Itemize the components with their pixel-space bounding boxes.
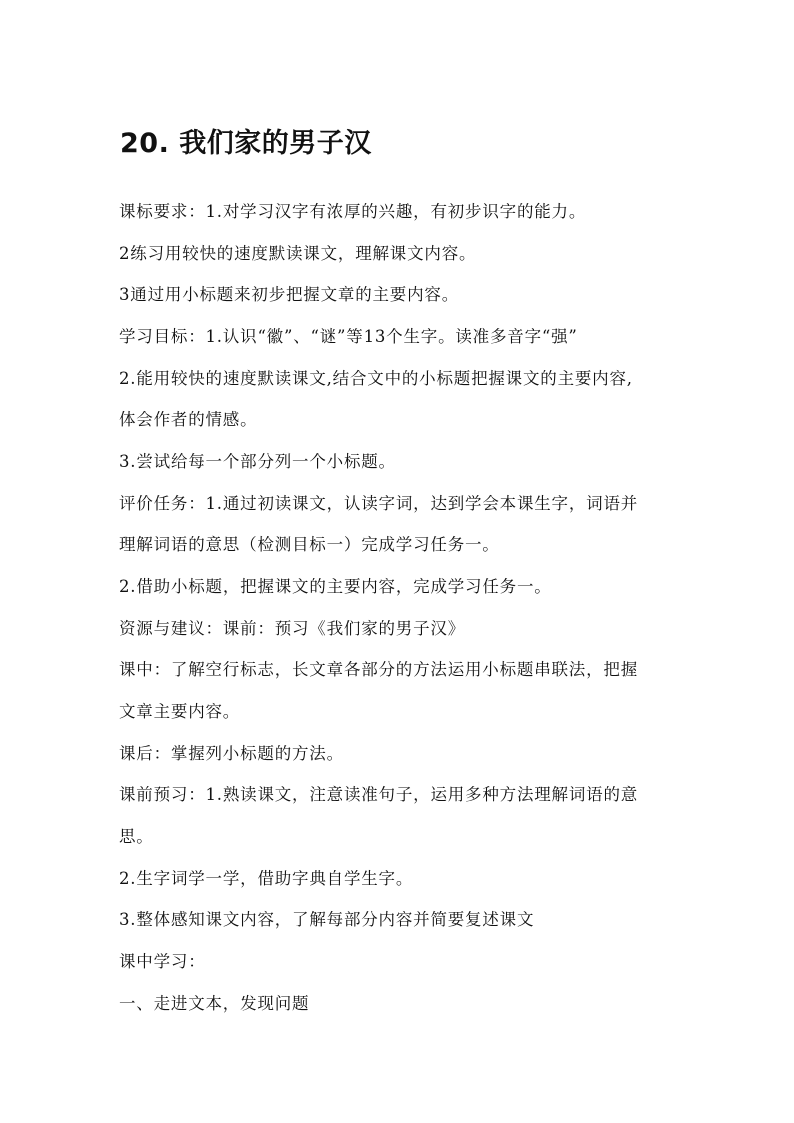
text-line: 2.能用较快的速度默读课文,结合文中的小标题把握课文的主要内容, <box>119 369 633 388</box>
text-line: 课中学习： <box>119 952 206 971</box>
text-line: 理解词语的意思（检测目标一）完成学习任务一。 <box>119 535 500 554</box>
text-line: 学习目标：1.认识“徽”、“谜”等13个生字。读准多音字“强” <box>119 327 578 346</box>
text-line: 3.整体感知课文内容，了解每部分内容并简要复述课文 <box>119 910 535 929</box>
text-line: 课中：了解空行标志，长文章各部分的方法运用小标题串联法，把握 <box>119 660 638 679</box>
text-line: 一、走进文本，发现问题 <box>119 994 310 1013</box>
text-line: 2.生字词学一学，借助字典自学生字。 <box>119 869 414 888</box>
text-line: 2.借助小标题，把握课文的主要内容，完成学习任务一。 <box>119 577 552 596</box>
text-line: 文章主要内容。 <box>119 702 241 721</box>
text-line: 资源与建议：课前：预习《我们家的男子汉》 <box>119 619 465 638</box>
text-line: 评价任务：1.通过初读课文，认读字词，达到学会本课生字，词语并 <box>119 494 639 513</box>
text-line: 3通过用小标题来初步把握文章的主要内容。 <box>119 285 459 304</box>
document-title: 20. 我们家的男子汉 <box>120 128 372 159</box>
text-line: 体会作者的情感。 <box>119 410 258 429</box>
text-line: 2练习用较快的速度默读课文，理解课文内容。 <box>119 244 477 263</box>
text-line: 课后：掌握列小标题的方法。 <box>119 744 344 763</box>
text-line: 3.尝试给每一个部分列一个小标题。 <box>119 452 396 471</box>
text-line: 思。 <box>119 827 154 846</box>
text-line: 课前预习：1.熟读课文，注意读准句子，运用多种方法理解词语的意 <box>119 785 639 804</box>
text-line: 课标要求：1.对学习汉字有浓厚的兴趣，有初步识字的能力。 <box>119 202 587 221</box>
